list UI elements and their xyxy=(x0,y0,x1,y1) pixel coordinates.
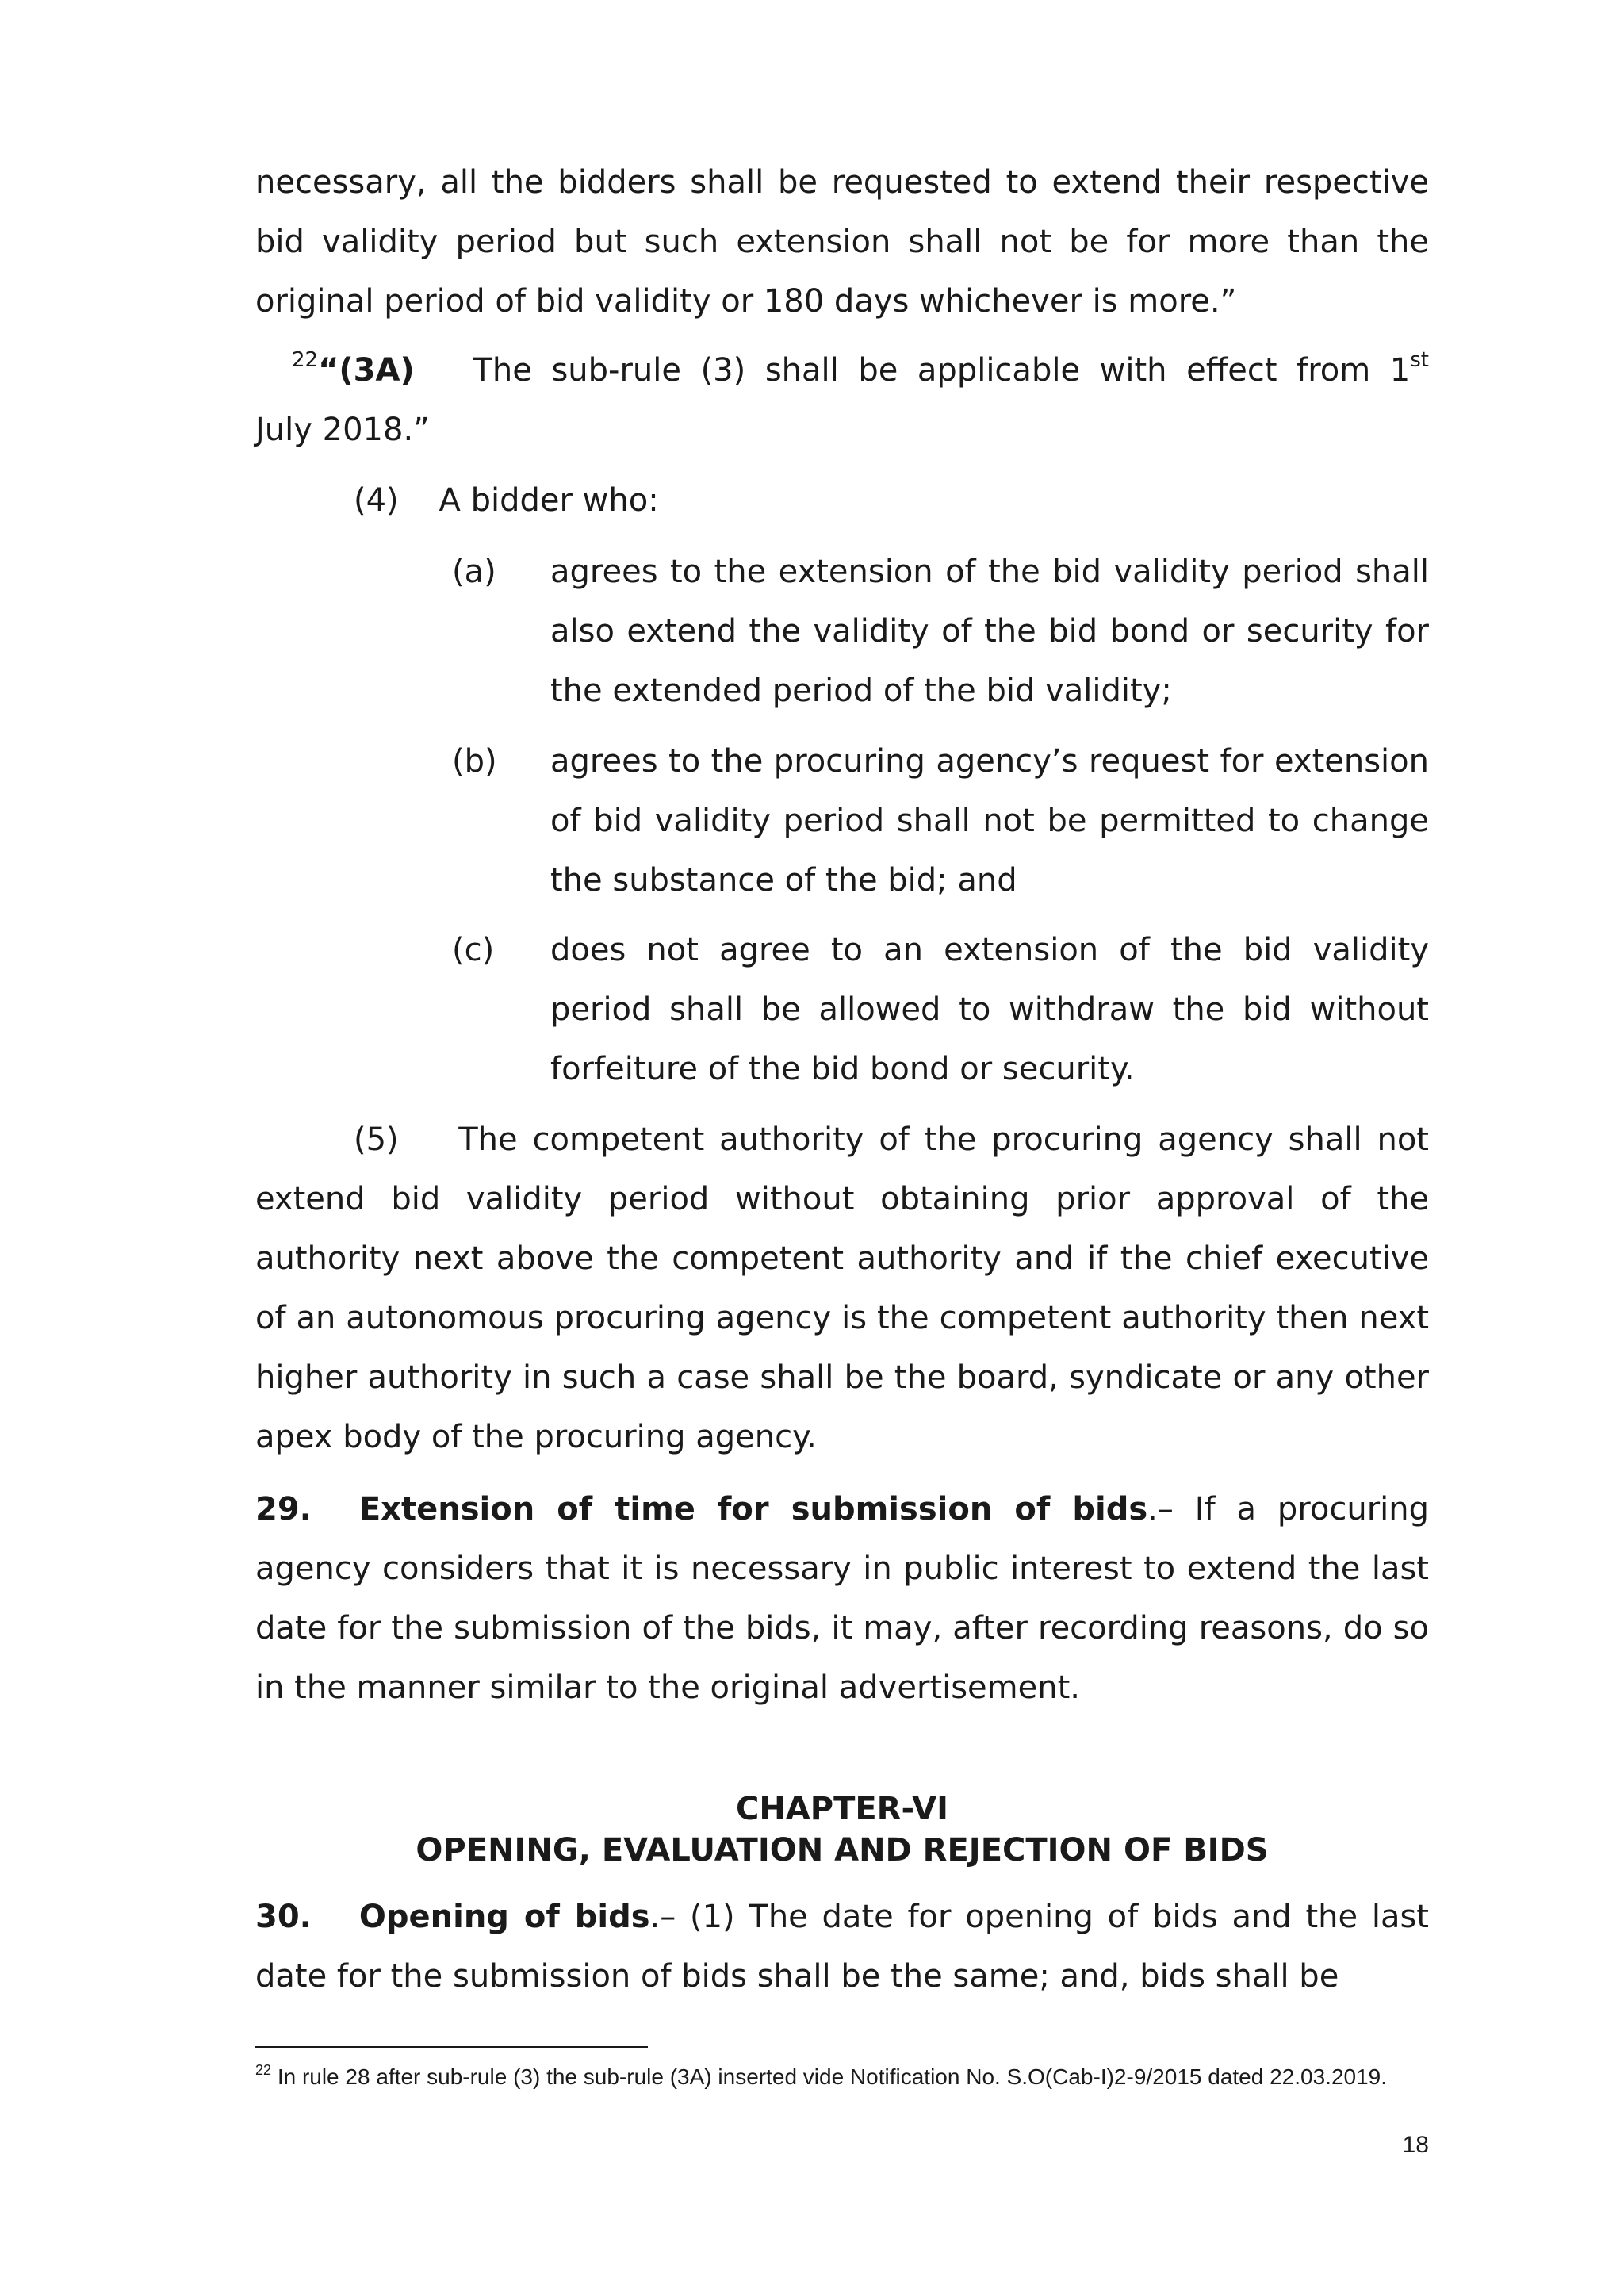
paragraph-continued: necessary, all the bidders shall be requested to extend their respective bid validity period but such extension shall not be for more than the original period of bid validity or 180 days whichever is more.” xyxy=(255,164,1429,320)
sub-rule-5: (5) The competent authority of the procuring agency shall not extend bid validity period without obtaining prior approval of the authority next above the competent authority and if the chief executive of an autonomous procuring agency is the competent authority then next higher authority in such a case shall be the board, syndicate or any other apex body of the procuring agency. xyxy=(255,1121,1429,1455)
rule-29: 29. Extension of time for submission of bids.– If a procuring agency considers that it is necessary in public interest to extend the last date for the submission of the bids, it may, after recording reasons, do so in the manner similar to the original advertisement. xyxy=(255,1491,1429,1706)
rule-29-title: Extension of time for submission of bids xyxy=(358,1491,1148,1527)
sub-rule-3a: $^{22}$“(3A) The sub-rule (3) shall be applicable with effect from 1st xyxy=(292,348,1429,389)
clause-c: (c) does not agree to an extension of the bid validity period shall be allowed to withdraw the bid without forfeiture of the bid bond or security. xyxy=(452,932,1429,1087)
chapter-title: CHAPTER-VI xyxy=(735,1791,949,1827)
sub-rule-3a-label: “(3A) xyxy=(318,352,415,389)
rule-30-title: Opening of bids xyxy=(358,1899,650,1935)
sub-rule-3a-cont: July 2018.” xyxy=(255,412,430,448)
footnote: $^{22}$ In rule 28 after sub-rule (3) the sub-rule (3A) inserted vide Notification No. S.O(Cab-I)2-9/2015 dated 22.03.2019. xyxy=(255,2062,1388,2089)
rule-30: 30. Opening of bids.– (1) The date for opening of bids and the last date for the submission of bids shall be the same; and, bids shall be xyxy=(255,1899,1429,1995)
page-number: 18 xyxy=(1402,2132,1429,2158)
chapter-subtitle: OPENING, EVALUATION AND REJECTION OF BIDS xyxy=(416,1832,1269,1869)
sub-rule-4: (4) A bidder who: xyxy=(354,482,659,519)
clause-a: (a) agrees to the extension of the bid validity period shall also extend the validity of the bid bond or security for the extended period of the bid validity; xyxy=(452,554,1429,709)
footnote-divider xyxy=(255,2046,648,2048)
clause-b: (b) agrees to the procuring agency’s request for extension of bid validity period shall not be permitted to change the substance of the bid; and xyxy=(452,743,1429,899)
footnote-marker: 22 xyxy=(292,348,319,372)
